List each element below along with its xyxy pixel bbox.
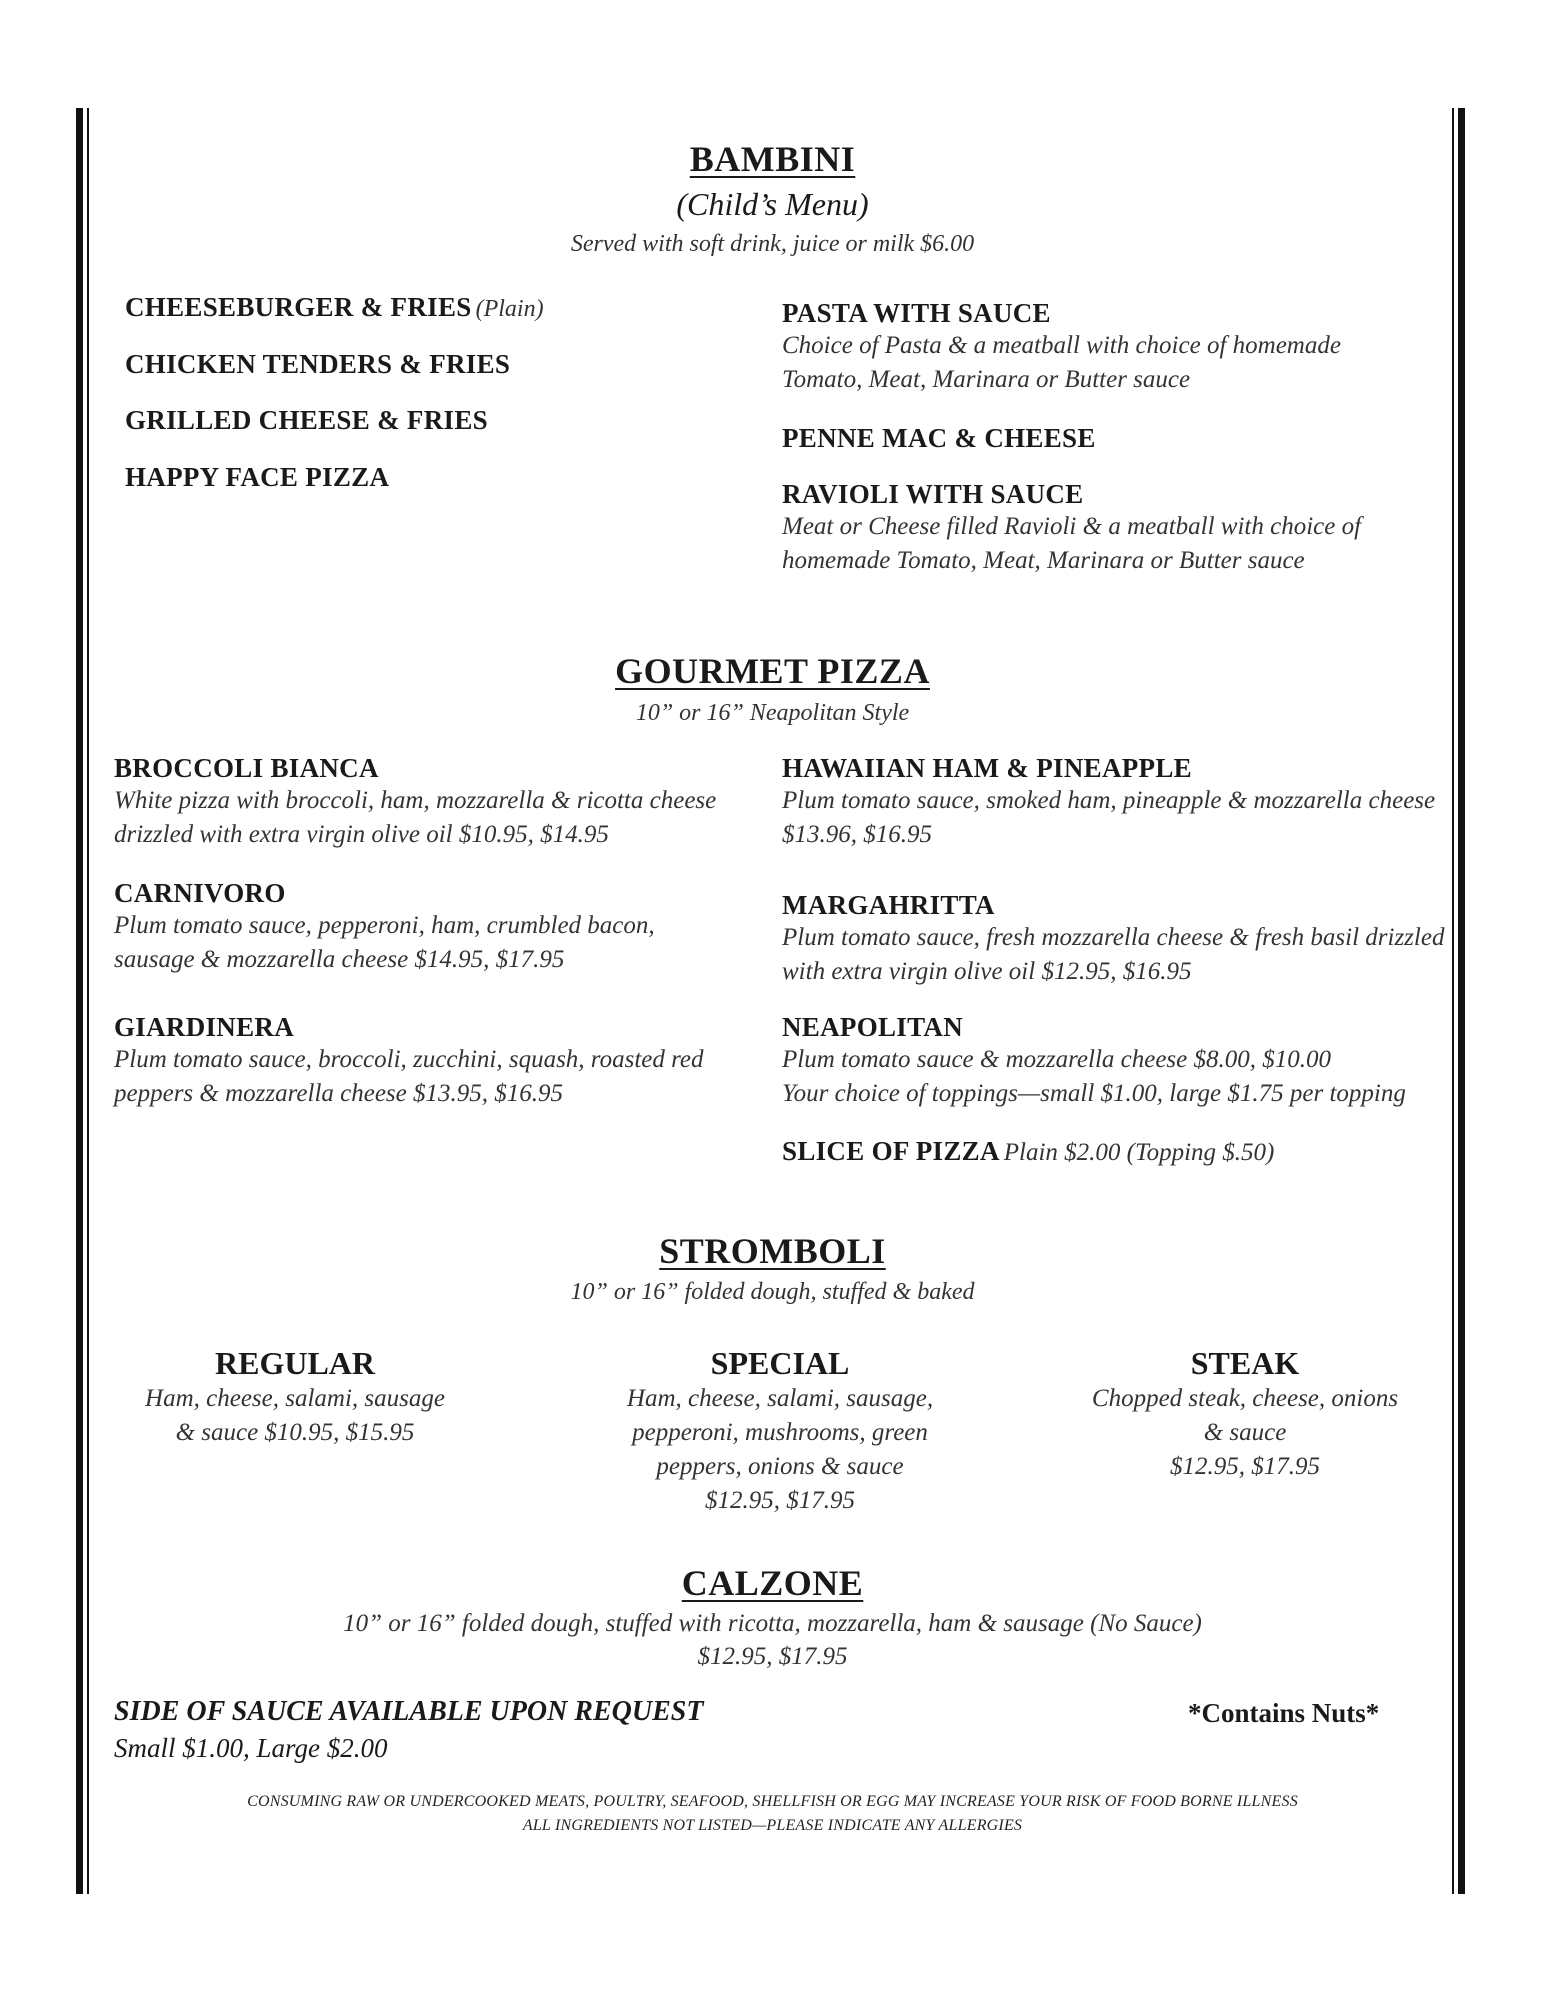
menu-item (114, 878, 754, 977)
item-name: CARNIVORO (114, 878, 286, 908)
item-desc: with extra virgin olive oil $12.95, $16.95 (782, 958, 1192, 985)
item-desc: Chopped steak, cheese, onions (1091, 1385, 1399, 1412)
item-desc: pepperoni, mushrooms, green (632, 1419, 928, 1446)
menu-item (782, 1136, 1274, 1170)
menu-item (782, 890, 1447, 989)
menu-item (782, 298, 1442, 397)
calzone-price: $12.95, $17.95 (697, 1643, 848, 1670)
item-name: RAVIOLI WITH SAUCE (782, 479, 1084, 509)
item-desc: drizzled with extra virgin olive oil $10.95, $14.95 (114, 821, 609, 848)
menu-item: CHICKEN TENDERS & FRIES (125, 349, 511, 379)
disclaimer-line-1: CONSUMING RAW OR UNDERCOOKED MEATS, POULTRY, SEAFOOD, SHELLFISH OR EGG MAY INCREASE YOUR RISK OF FOOD BORNE ILLNESS (247, 1793, 1298, 1810)
item-desc: Tomato, Meat, Marinara or Butter sauce (782, 366, 1191, 393)
stromboli-title: STROMBOLI (659, 1231, 886, 1271)
item-desc: homemade Tomato, Meat, Marinara or Butter sauce (782, 547, 1305, 574)
menu-item (782, 753, 1447, 852)
disclaimer-line-2: ALL INGREDIENTS NOT LISTED—PLEASE INDICATE ANY ALLERGIES (522, 1817, 1023, 1834)
menu-item (125, 292, 544, 323)
gourmet-pizza-note: 10” or 16” Neapolitan Style (635, 700, 910, 726)
stromboli-note: 10” or 16” folded dough, stuffed & baked (570, 1279, 975, 1305)
item-name: REGULAR (214, 1345, 375, 1381)
gourmet-pizza-title: GOURMET PIZZA (615, 651, 930, 691)
item-desc: $13.96, $16.95 (782, 821, 932, 848)
item-name: MARGAHRITTA (782, 890, 995, 920)
menu-item (782, 1012, 1447, 1111)
menu-item (114, 1012, 754, 1111)
item-name: BROCCOLI BIANCA (114, 753, 379, 783)
item-desc: peppers & mozzarella cheese $13.95, $16.95 (114, 1080, 564, 1107)
item-desc: Plum tomato sauce, pepperoni, ham, crumbled bacon, (114, 912, 655, 939)
item-desc: Meat or Cheese filled Ravioli & a meatball with choice of (782, 513, 1362, 540)
item-desc: Choice of Pasta & a meatball with choice of homemade (782, 332, 1341, 359)
item-desc: Plain $2.00 (Topping $.50) (1003, 1139, 1275, 1166)
item-desc: & sauce $10.95, $15.95 (175, 1419, 415, 1446)
item-name: SLICE OF PIZZA (782, 1136, 1000, 1166)
item-name: NEAPOLITAN (782, 1012, 964, 1042)
stromboli-special (595, 1345, 965, 1518)
item-name: SPECIAL (710, 1345, 850, 1381)
item-desc: Ham, cheese, salami, sausage (145, 1385, 445, 1412)
bambini-title: BAMBINI (689, 139, 856, 179)
menu-item (782, 479, 1442, 578)
side-sauce-price: Small $1.00, Large $2.00 (114, 1733, 388, 1763)
item-desc: peppers, onions & sauce (656, 1453, 904, 1480)
stromboli-steak (1060, 1345, 1430, 1484)
menu-item (114, 753, 754, 852)
item-desc: Plum tomato sauce, fresh mozzarella cheese & fresh basil drizzled (782, 924, 1445, 951)
item-desc: Your choice of toppings—small $1.00, large $1.75 per topping (782, 1080, 1406, 1107)
item-desc: Plum tomato sauce & mozzarella cheese $8.00, $10.00 (782, 1046, 1331, 1073)
item-desc: Plum tomato sauce, broccoli, zucchini, squash, roasted red (114, 1046, 704, 1073)
calzone-title: CALZONE (681, 1563, 864, 1603)
stromboli-regular (110, 1345, 480, 1450)
item-desc: $12.95, $17.95 (1170, 1453, 1320, 1480)
item-desc: sausage & mozzarella cheese $14.95, $17.95 (114, 946, 565, 973)
item-desc: White pizza with broccoli, ham, mozzarella & ricotta cheese (114, 787, 717, 814)
item-desc: & sauce (1203, 1419, 1287, 1446)
item-name: HAWAIIAN HAM & PINEAPPLE (782, 753, 1192, 783)
item-tag: (Plain) (475, 296, 544, 322)
item-name: CHEESEBURGER & FRIES (125, 292, 472, 322)
item-desc: $12.95, $17.95 (705, 1487, 855, 1514)
side-sauce-title: SIDE OF SAUCE AVAILABLE UPON REQUEST (114, 1696, 704, 1727)
menu-item: PENNE MAC & CHEESE (782, 423, 1096, 453)
item-desc: Ham, cheese, salami, sausage, (626, 1385, 934, 1412)
menu-item: GRILLED CHEESE & FRIES (125, 405, 488, 435)
item-name: PASTA WITH SAUCE (782, 298, 1051, 328)
calzone-desc: 10” or 16” folded dough, stuffed with ricotta, mozzarella, ham & sausage (No Sauce) (343, 1610, 1202, 1637)
item-name: STEAK (1190, 1345, 1300, 1381)
menu-item: HAPPY FACE PIZZA (125, 462, 390, 492)
bambini-note: Served with soft drink, juice or milk $6.00 (570, 231, 975, 257)
item-desc: Plum tomato sauce, smoked ham, pineapple & mozzarella cheese (782, 787, 1436, 814)
contains-nuts-note: *Contains Nuts* (1188, 1698, 1380, 1728)
bambini-subtitle: (Child’s Menu) (676, 186, 869, 222)
item-name: GIARDINERA (114, 1012, 295, 1042)
